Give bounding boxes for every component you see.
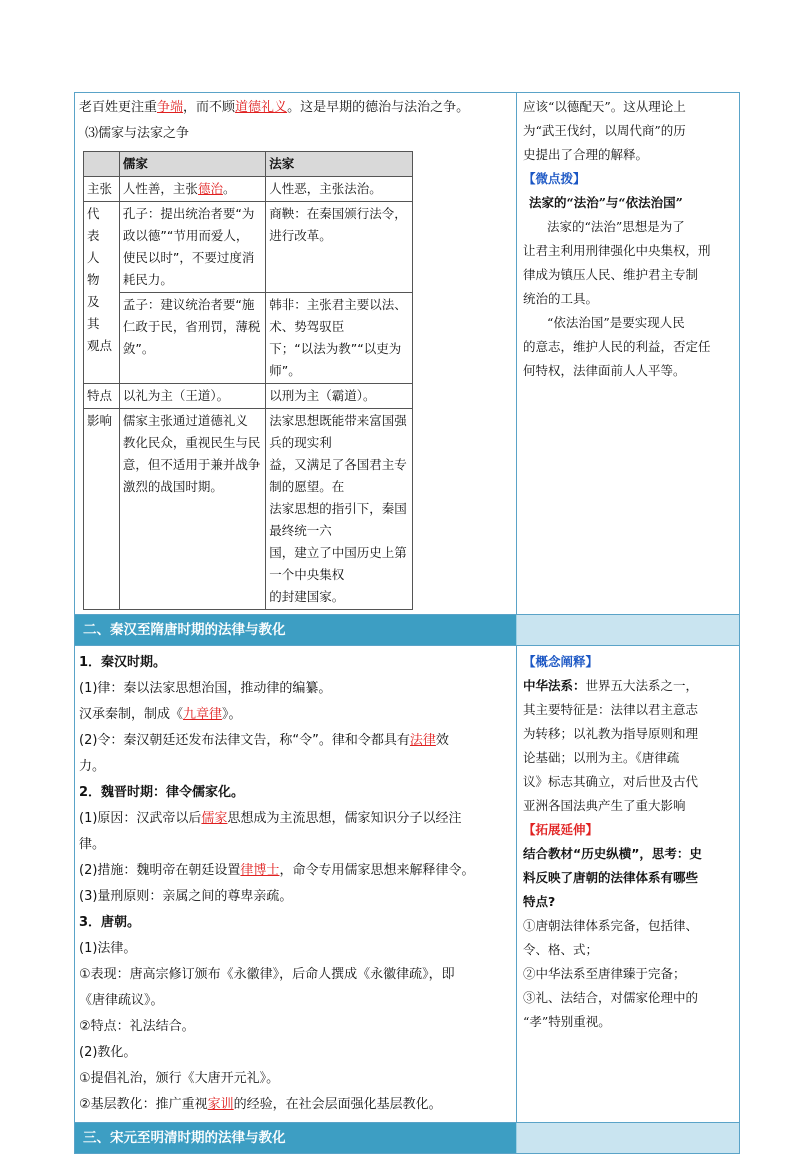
text: 敛”。 bbox=[122, 341, 155, 356]
question-text: 特点? bbox=[523, 894, 556, 909]
term: 中华法系： bbox=[523, 678, 586, 693]
text-line: 的意志，维护人民的利益，否定任 bbox=[523, 339, 711, 354]
table-cell bbox=[266, 409, 413, 610]
text-line bbox=[79, 728, 512, 754]
table-cell bbox=[84, 202, 120, 384]
text: 益，又满足了各国君主专制的愿望。在 bbox=[269, 457, 407, 494]
text: 。 bbox=[222, 181, 236, 196]
question-text: 料反映了唐朝的法律体系有哪些 bbox=[523, 870, 699, 885]
table-cell bbox=[84, 152, 120, 177]
table-row bbox=[84, 177, 413, 202]
text: 老百姓更注重 bbox=[79, 100, 158, 115]
text: 耗民力。 bbox=[122, 272, 173, 287]
table-cell bbox=[119, 293, 265, 384]
table-cell: 影响 bbox=[84, 409, 120, 610]
text: 儒家主张通过道德礼义 bbox=[122, 413, 248, 428]
section2-left-column bbox=[75, 646, 517, 1122]
text-line: 统治的工具。 bbox=[523, 291, 599, 306]
text: 激烈的战国时期。 bbox=[122, 479, 223, 494]
table-cell bbox=[119, 409, 265, 610]
table-header: 儒家 bbox=[119, 152, 265, 177]
table-row bbox=[84, 293, 413, 384]
table-cell: 特点 bbox=[84, 384, 120, 409]
text-line: 律。 bbox=[79, 837, 106, 852]
text-line: 为“武王伐纣，以周代商”的历 bbox=[523, 123, 686, 138]
subheading: ⑶儒家与法家之争 bbox=[85, 126, 190, 141]
table-row bbox=[84, 409, 413, 610]
text: (1)原因：汉武帝以后 bbox=[79, 811, 202, 826]
text: 政以德”“节用而爱人， bbox=[122, 228, 249, 243]
answer-text: 道德礼义 bbox=[235, 100, 288, 115]
section-bar-right bbox=[517, 615, 739, 645]
answer-line: “孝”特别重视。 bbox=[523, 1014, 611, 1029]
text-line bbox=[79, 806, 512, 832]
question-text: 结合教材“历史纵横”，思考：史 bbox=[523, 846, 702, 861]
text-line: (1)律：秦以法家思想治国，推动律的编纂。 bbox=[79, 681, 332, 696]
answer-text: 家训 bbox=[207, 1097, 234, 1112]
section-header-bar bbox=[74, 614, 740, 645]
top-right-column bbox=[517, 93, 739, 614]
text-line: 史提出了合理的解释。 bbox=[523, 147, 649, 162]
top-left-column bbox=[75, 93, 517, 614]
text: 孔子：提出统治者要“为 bbox=[122, 206, 255, 221]
comparison-table bbox=[83, 151, 413, 610]
section-header-bar bbox=[74, 1122, 740, 1154]
text-line: 何特权，法律面前人人平等。 bbox=[523, 363, 686, 378]
table-cell bbox=[119, 177, 265, 202]
text: ，命令专用儒家思想来解释律令。 bbox=[279, 863, 475, 878]
text: 》。 bbox=[222, 707, 242, 722]
text: (2)令：秦汉朝廷还发布法律文告，称“令”。律和令都具有 bbox=[79, 733, 410, 748]
text-line: 律成为镇压人民、维护君主专制 bbox=[523, 267, 699, 282]
answer-text: 德治 bbox=[197, 181, 223, 196]
text: 的经验，在社会层面强化基层教化。 bbox=[233, 1097, 442, 1112]
text: 。这是早期的德治与法治之争。 bbox=[287, 100, 470, 115]
answer-text: 律博士 bbox=[240, 863, 280, 878]
text: 及 其 bbox=[87, 294, 100, 331]
text: 汉承秦制，制成《 bbox=[79, 707, 184, 722]
text-line: 法家的“法治”思想是为了 bbox=[547, 219, 685, 234]
answer-line: 令、格、式； bbox=[523, 942, 599, 957]
section2-block bbox=[74, 645, 740, 1122]
text-line: 《唐律疏议》。 bbox=[79, 993, 164, 1008]
text-line bbox=[523, 674, 733, 698]
table-cell: 以刑为主（霸道）。 bbox=[266, 384, 413, 409]
text: 思想成为主流思想，儒家知识分子以经注 bbox=[227, 811, 462, 826]
text: ，而不顾 bbox=[183, 100, 236, 115]
table-cell bbox=[119, 202, 265, 293]
text-line: 让君主利用刑律强化中央集权，刑 bbox=[523, 243, 711, 258]
tip-tag: 【微点拨】 bbox=[523, 171, 586, 186]
text: 使民以时”，不要过度消 bbox=[122, 250, 255, 265]
extension-tag: 【拓展延伸】 bbox=[523, 822, 599, 837]
text: 意，但不适用于兼并战争 bbox=[122, 457, 261, 472]
text-line: “依法治国”是要实现人民 bbox=[547, 315, 685, 330]
text-line: 为转移；以礼教为指导原则和理 bbox=[523, 726, 699, 741]
text-line: ①表现：唐高宗修订颁布《永徽律》，后命人撰成《永徽律疏》，即 bbox=[79, 967, 455, 982]
subheading: 2．魏晋时期：律令儒家化。 bbox=[79, 785, 245, 800]
answer-text: 儒家 bbox=[201, 811, 228, 826]
text: 观点 bbox=[87, 338, 113, 353]
text-line: 亚洲各国法典产生了重大影响 bbox=[523, 798, 686, 813]
table-row bbox=[84, 152, 413, 177]
text: ②基层教化：推广重视 bbox=[79, 1097, 208, 1112]
text: (2)措施：魏明帝在朝廷设置 bbox=[79, 863, 241, 878]
answer-line: ①唐朝法律体系完备，包括律、 bbox=[523, 918, 699, 933]
text: 商鞅：在秦国颁行法令，进行改革。 bbox=[269, 206, 407, 243]
text-line: 应该“以德配天”。这从理论上 bbox=[523, 99, 686, 114]
text-line: 其主要特征是：法律以君主意志 bbox=[523, 702, 699, 717]
answer-text: 九章律 bbox=[183, 707, 223, 722]
text: 人 物 bbox=[87, 250, 100, 287]
tip-title: 法家的“法治”与“依法治国” bbox=[529, 195, 683, 210]
answer-text: 争端 bbox=[157, 100, 184, 115]
table-row bbox=[84, 202, 413, 293]
table-cell: 主张 bbox=[84, 177, 120, 202]
text-line: (1)法律。 bbox=[79, 941, 137, 956]
text-line: ①提倡礼治，颁行《大唐开元礼》。 bbox=[79, 1071, 280, 1086]
section-bar-right bbox=[517, 1123, 739, 1153]
text: 法家思想的指引下，秦国最终统一六 bbox=[269, 501, 407, 538]
subheading: 1．秦汉时期。 bbox=[79, 655, 167, 670]
top-block bbox=[74, 92, 740, 614]
text-line: (3)量刑原则：亲属之间的尊卑亲疏。 bbox=[79, 889, 293, 904]
text: 法家思想既能带来富国强兵的现实利 bbox=[269, 413, 407, 450]
text: 国，建立了中国历史上第一个中央集权 bbox=[269, 545, 407, 582]
table-cell bbox=[266, 293, 413, 384]
section-title: 二、秦汉至隋唐时期的法律与教化 bbox=[75, 615, 517, 645]
page-content bbox=[74, 92, 740, 1154]
text-line: 论基础；以刑为主。《唐律疏 bbox=[523, 750, 680, 765]
text-line bbox=[79, 858, 512, 884]
subheading: 3．唐朝。 bbox=[79, 915, 141, 930]
text: 世界五大法系之一， bbox=[585, 678, 699, 693]
text: 人性善，主张 bbox=[122, 181, 198, 196]
table-cell: 人性恶，主张法治。 bbox=[266, 177, 413, 202]
text-line: (2)教化。 bbox=[79, 1045, 137, 1060]
text-line bbox=[79, 95, 512, 121]
text: 的封建国家。 bbox=[269, 589, 345, 604]
text: 下；“以法为教”“以吏为师”。 bbox=[269, 341, 402, 378]
table-row bbox=[84, 384, 413, 409]
section2-right-column bbox=[517, 646, 739, 1122]
text: 代 表 bbox=[87, 206, 100, 243]
concept-tag: 【概念阐释】 bbox=[523, 654, 599, 669]
text: 孟子：建议统治者要“施 bbox=[122, 297, 255, 312]
answer-line: ③礼、法结合，对儒家伦理中的 bbox=[523, 990, 699, 1005]
table-cell bbox=[266, 202, 413, 293]
section-title: 三、宋元至明清时期的法律与教化 bbox=[75, 1123, 517, 1153]
text-line bbox=[79, 702, 512, 728]
text: 教化民众，重视民生与民 bbox=[122, 435, 261, 450]
table-cell: 以礼为主（王道）。 bbox=[119, 384, 265, 409]
text: 韩非：主张君主要以法、术、势驾驭臣 bbox=[269, 297, 407, 334]
text: 效 bbox=[435, 733, 449, 748]
text-line: ②特点：礼法结合。 bbox=[79, 1019, 195, 1034]
text-line bbox=[79, 1092, 512, 1118]
text-line: 力。 bbox=[79, 759, 106, 774]
answer-text: 法律 bbox=[409, 733, 436, 748]
text: 仁政于民，省刑罚，薄税 bbox=[122, 319, 261, 334]
table-header: 法家 bbox=[266, 152, 413, 177]
answer-line: ②中华法系至唐律臻于完备； bbox=[523, 966, 686, 981]
text-line: 议》标志其确立，对后世及古代 bbox=[523, 774, 699, 789]
